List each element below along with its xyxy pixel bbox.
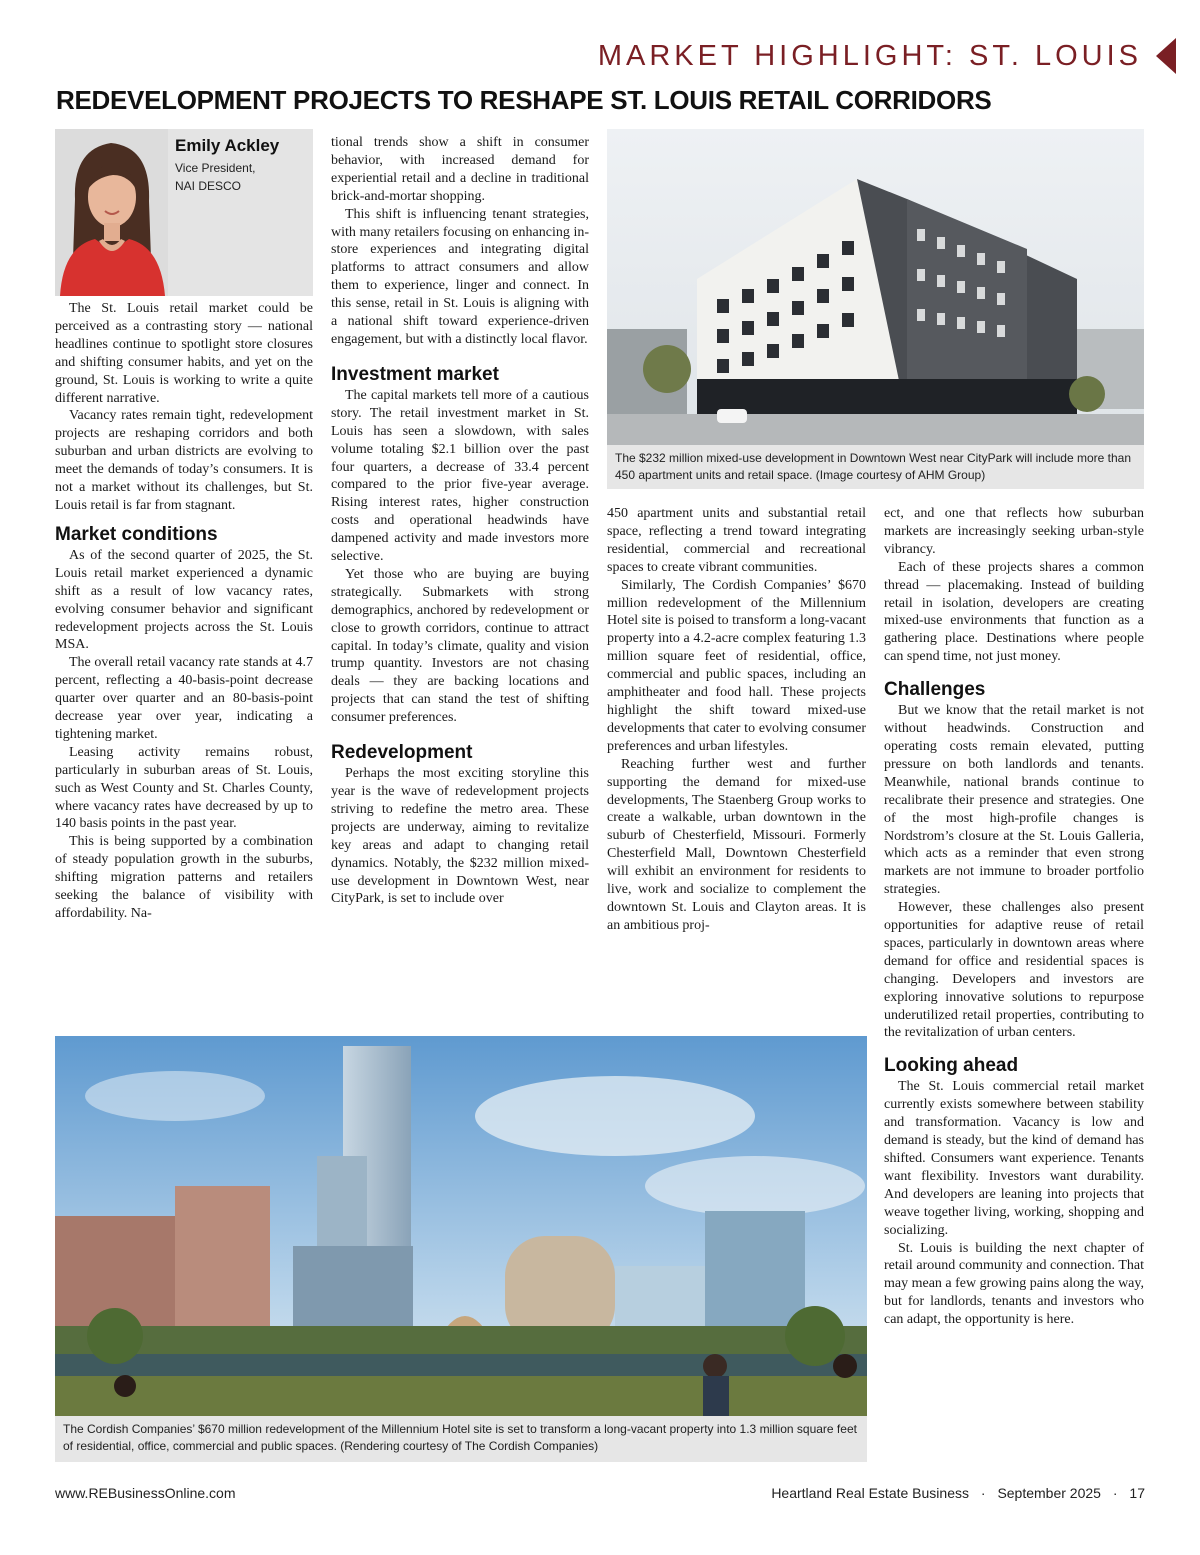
image-caption-1: The $232 million mixed-use development in Downtown West near CityPark will include more than 450 apartment units and retail space. (Image courtesy of AHM Group) [607, 445, 1144, 489]
paragraph: tional trends show a shift in consumer behavior, with increased demand for experiential retail and a decline in traditional brick-and-mortar shopping. [331, 135, 589, 204]
paragraph: St. Louis is building the next chapter of retail around community and connection. That may mean a few growing pains along the way, but for landlords, tenants and investors who can adapt, the opportunity is here. [884, 1240, 1144, 1328]
article-column-4 [884, 505, 1144, 1329]
subheading-challenges: Challenges [884, 679, 986, 701]
paragraph: This is being supported by a combination of steady population growth in the suburbs, shifting migration patterns and retailers seeking the balance of visibility with affordability. Na- [55, 834, 313, 921]
paragraph: However, these challenges also present opportunities for adaptive reuse of retail spaces, particularly in downtown areas where demand for office and residential spaces is changing. Developers and investors are exploring innovative solutions to repurpose underutilized retail properties, contributing to the revitalization of urban centers. [884, 900, 1144, 1041]
millennium-hotel-rendering [55, 1036, 867, 1416]
subheading-looking-ahead: Looking ahead [884, 1055, 1019, 1077]
footer-separator: · [1112, 1485, 1118, 1501]
page-number: 17 [1129, 1485, 1145, 1501]
paragraph: Similarly, The Cordish Companies’ $670 million redevelopment of the Millennium Hotel site is poised to transform a long-vacant property into a 4.2-acre complex featuring 1.3 million square feet of residential, office, commercial and public spaces, including an amphitheater and food hall. These projects highlight the shift toward mixed-use developments that cater to evolving consumer preferences and urban lifestyles. [607, 577, 866, 754]
paragraph: 450 apartment units and substantial retail space, reflecting a trend toward integrating residential, commercial and recreational spaces to create vibrant communities. [607, 506, 866, 575]
paragraph: Vacancy rates remain tight, redevelopment projects are reshaping corridors and both suburban and urban districts are evolving to meet the demands of today’s consumers. It is not a market without its challenges, but St. Louis retail is far from stagnant. [55, 408, 313, 513]
article-headline: REDEVELOPMENT PROJECTS TO RESHAPE ST. LOUIS RETAIL CORRIDORS [56, 85, 992, 115]
article-column-1 [55, 300, 313, 923]
banner-arrow-icon [1156, 38, 1176, 74]
footer-date: September 2025 [997, 1485, 1101, 1501]
paragraph: Leasing activity remains robust, particularly in suburban areas of St. Louis, such as West County and St. Charles County, where vacancy rates have decreased by up to 140 basis points in the past year. [55, 744, 313, 832]
downtown-west-rendering [607, 129, 1144, 445]
author-company: NAI DESCO [175, 179, 242, 193]
paragraph: The capital markets tell more of a cautious story. The retail investment market in St. Louis has seen a slowdown, with sales volume totaling $2.1 billion over the past four quarters, a decrease of 33.4 percent compared to the prior five-year average. Rising interest rates, higher construction costs and operational headwinds have dampened activity and made investors more selective. [331, 387, 589, 565]
author-title: Vice President, [175, 161, 256, 175]
paragraph: The St. Louis retail market could be perceived as a contrasting story — national headlines continue to spotlight store closures and shifting consumer habits, and yet on the ground, St. Louis is working to write a quite different narrative. [55, 301, 313, 406]
paragraph: ect, and one that reflects how suburban markets are increasingly seeking urban-style vibrancy. [884, 506, 1144, 557]
author-box [55, 129, 313, 296]
author-photo [55, 129, 168, 296]
paragraph: Perhaps the most exciting storyline this year is the wave of redevelopment projects striving to redefine the metro area. These projects are underway, aiming to revitalize key areas and adapt to changing retail dynamics. Notably, the $232 million mixed-use development in Downtown West, near CityPark, is set to include over [331, 766, 589, 907]
article-column-2 [331, 134, 589, 908]
paragraph: As of the second quarter of 2025, the St. Louis retail market experienced a dynamic shift as a result of low vacancy rates, evolving consumer behavior and significant redevelopment projects across the St. Louis MSA. [55, 547, 313, 653]
paragraph: The St. Louis commercial retail market currently exists somewhere between stability and transformation. Vacancy is low and demand is steady, but the kind of demand has shifted. Consumers want experience. Tenants want flexibility. Investors want durability. And developers are leaning into projects that weave together living, working, shopping and socializing. [884, 1079, 1144, 1238]
section-banner-text: MARKET HIGHLIGHT: ST. LOUIS [597, 39, 1142, 72]
author-role [175, 159, 256, 195]
subheading-redevelopment: Redevelopment [331, 742, 473, 764]
paragraph: But we know that the retail market is not without headwinds. Construction and operating costs remain elevated, putting pressure on both landlords and tenants. Meanwhile, national brands continue to recalibrate their presence and strategies. One of the most high-profile changes is Nordstrom’s closure at the St. Louis Galleria, which acts as a reminder that even strong markets are not immune to broader portfolio strategies. [884, 703, 1144, 898]
article-column-3 [607, 505, 866, 935]
footer-website: www.REBusinessOnline.com [55, 1485, 236, 1501]
footer-publication: Heartland Real Estate Business [771, 1485, 969, 1501]
image-caption-2: The Cordish Companies’ $670 million redevelopment of the Millennium Hotel site is set to transform a long-vacant property into 1.3 million square feet of residential, office, commercial and public spaces. (Rendering courtesy of The Cordish Companies) [55, 1416, 867, 1462]
footer-separator: · [980, 1485, 986, 1501]
paragraph: Reaching further west and further supporting the demand for mixed-use developments, The Staenberg Group works to create a walkable, urban downtown in the suburb of Chesterfield, Missouri. Formerly Chesterfield Mall, Downtown Chesterfield will exhibit an environment for residents to live, work and socialize to complement the downtown St. Louis and Clayton areas. It is an ambitious proj- [607, 756, 866, 933]
subheading-market-conditions: Market conditions [55, 523, 218, 545]
paragraph: Each of these projects shares a common thread — placemaking. Instead of building retail in isolation, developers are creating mixed-use environments that function as a gathering place. Destinations where people can spend time, not just money. [884, 559, 1144, 665]
author-name: Emily Ackley [175, 136, 280, 155]
paragraph: Yet those who are buying are buying strategically. Submarkets with strong demographics, anchored by redevelopment or close to growth corridors, continue to attract capital. In today’s climate, quality and vision trump quantity. Investors are not chasing deals — they are backing locations and projects that can stand the test of shifting consumer preferences. [331, 566, 589, 726]
paragraph: The overall retail vacancy rate stands at 4.7 percent, reflecting a 40-basis-point decrease quarter over quarter and an 80-basis-point decrease year over year, indicating a tightening market. [55, 655, 313, 742]
subheading-investment-market: Investment market [331, 363, 499, 385]
footer-publication-info [771, 1485, 1145, 1501]
paragraph: This shift is influencing tenant strategies, with many retailers focusing on enhancing in-store experiences and integrating digital platforms to attract consumers and allow them to experience, linger and connect. In this sense, retail in St. Louis is aligning with a national shift toward experience-driven engagement, but with a distinctly local flavor. [331, 206, 589, 347]
section-banner [598, 38, 1142, 74]
